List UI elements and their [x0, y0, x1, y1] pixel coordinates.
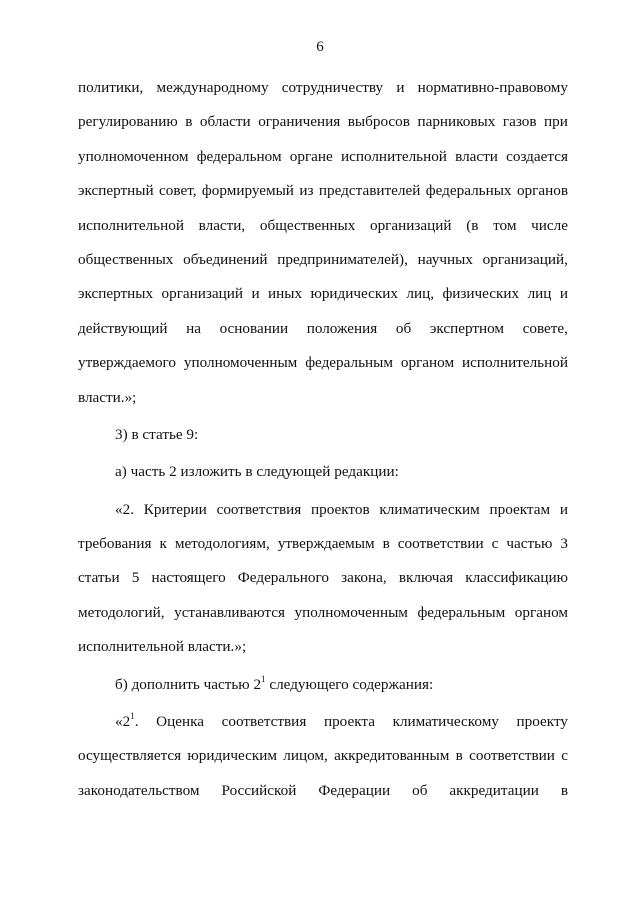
superscript: 1: [130, 710, 135, 721]
word: том: [493, 216, 517, 234]
word: проектов: [311, 500, 370, 518]
word: проекту: [516, 713, 568, 731]
word: ограничения: [258, 113, 341, 131]
text-line: [78, 174, 568, 208]
word: проекта: [323, 713, 375, 731]
word: и: [251, 285, 260, 303]
word: закона,: [341, 569, 387, 587]
word: парниковых: [417, 113, 496, 131]
word: представителей: [318, 182, 421, 200]
word: иных: [268, 285, 303, 303]
word: юридическим: [187, 747, 277, 765]
word: настоящего: [151, 569, 226, 587]
word: федеральным: [417, 603, 506, 621]
word: 5: [131, 569, 140, 587]
word: при: [544, 113, 568, 131]
line-text-tail: следующего содержания:: [265, 675, 434, 693]
word: с: [561, 747, 568, 765]
page-number: 6: [316, 39, 324, 55]
text-line: [78, 596, 568, 630]
word: основании: [219, 319, 289, 337]
word: и: [559, 285, 568, 303]
word: методологиям,: [174, 535, 270, 553]
word: методологий,: [78, 603, 165, 621]
word: Федерального: [237, 569, 329, 587]
word: устанавливаются: [174, 603, 285, 621]
line-text: исполнительной власти.»;: [78, 638, 247, 656]
word: Критерии: [143, 500, 207, 518]
word: органом: [514, 603, 568, 621]
word: общественных: [78, 250, 174, 268]
text-line: [78, 561, 568, 595]
word: общественных: [259, 216, 356, 234]
word: 3: [560, 535, 568, 553]
word: политики,: [78, 79, 144, 96]
word: сотрудничеству: [281, 79, 384, 96]
word: проектам: [489, 500, 551, 518]
word: научных: [417, 250, 473, 268]
word: уполномоченном: [78, 147, 189, 165]
word: федеральных: [425, 182, 512, 200]
word: совете,: [522, 319, 568, 337]
word: федеральном: [196, 147, 282, 165]
text-line: [78, 105, 568, 139]
word: к: [159, 535, 167, 553]
word: законодательством: [78, 781, 200, 799]
word: предпринимателей),: [277, 250, 408, 268]
word: органом: [400, 354, 455, 372]
word: из: [299, 182, 314, 200]
word: климатическим: [379, 500, 480, 518]
word: частью: [506, 535, 553, 553]
word: совет,: [159, 182, 197, 200]
text-line: [78, 71, 568, 105]
text-line: [78, 243, 568, 277]
word: климатическому: [392, 713, 499, 731]
word: органе: [289, 147, 333, 165]
word: Федерации: [318, 781, 391, 799]
word: лиц: [527, 285, 552, 303]
word: органов: [516, 182, 568, 200]
word: области: [199, 113, 251, 131]
text-line: [78, 493, 568, 527]
word: «$2^1$.: [115, 710, 139, 731]
text-line: [78, 705, 568, 739]
word: уполномоченным: [294, 603, 408, 621]
word: выбросов: [347, 113, 410, 131]
text-line: [78, 277, 568, 311]
word: об: [412, 781, 428, 799]
superscript: 1: [261, 673, 266, 684]
word: экспертных: [78, 285, 154, 303]
text-line: [78, 209, 568, 243]
word: «2.: [115, 500, 134, 518]
word: соответствии: [397, 535, 484, 553]
word: власти,: [198, 216, 246, 234]
word: в: [185, 113, 193, 131]
word: создается: [506, 147, 568, 165]
text-line: [78, 668, 568, 702]
word: международному: [156, 79, 269, 96]
word: об: [395, 319, 412, 337]
text-line: [78, 630, 568, 664]
word: исполнительной: [78, 216, 184, 234]
word: положения: [306, 319, 378, 337]
text-line: [78, 527, 568, 561]
word: утверждаемым: [277, 535, 375, 553]
word: организаций,: [482, 250, 568, 268]
word: экспертный: [78, 182, 154, 200]
word: уполномоченным: [183, 354, 298, 372]
word: соответствии: [469, 747, 555, 765]
word: утверждаемого: [78, 354, 176, 372]
text-line: [78, 774, 568, 808]
word: аккредитации: [449, 781, 539, 799]
word: лиц,: [406, 285, 435, 303]
text-line: [78, 455, 568, 489]
word: федеральным: [305, 354, 393, 372]
line-text: власти.»;: [78, 388, 137, 406]
word: исполнительной: [461, 354, 568, 372]
word: с: [491, 535, 499, 553]
line-text: а) часть 2 изложить в следующей редакции:: [115, 463, 399, 481]
word: Оценка: [156, 713, 204, 731]
word: власти: [455, 147, 498, 165]
document-body: [78, 71, 568, 808]
word: аккредитованным: [334, 747, 450, 765]
word: газов: [502, 113, 537, 131]
word: статьи: [78, 569, 120, 587]
line-text: 3) в статье 9:: [115, 425, 199, 443]
line-text: б) дополнить частью 2: [115, 675, 262, 693]
word: физических: [442, 285, 520, 303]
word: соответствия: [216, 500, 302, 518]
word: экспертном: [429, 319, 505, 337]
word: (в: [466, 216, 479, 234]
word: лицом,: [283, 747, 328, 765]
text-line: [78, 140, 568, 174]
word: регулированию: [78, 113, 178, 131]
word: юридических: [310, 285, 398, 303]
word: организаций: [369, 216, 452, 234]
text-line: [78, 418, 568, 452]
word: исполнительной: [340, 147, 447, 165]
word: включая: [398, 569, 454, 587]
text-line: [78, 739, 568, 773]
word: действующий: [78, 319, 168, 337]
word: Российской: [221, 781, 297, 799]
text-line: [78, 381, 568, 415]
word: на: [186, 319, 201, 337]
word: в: [560, 781, 568, 799]
word: осуществляется: [78, 747, 182, 765]
word: в: [455, 747, 463, 765]
word: требования: [78, 535, 152, 553]
text-line: [78, 312, 568, 346]
word: и: [559, 500, 568, 518]
word: числе: [531, 216, 568, 234]
word: соответствия: [221, 713, 307, 731]
word-tail: .: [134, 713, 139, 731]
word: организаций: [161, 285, 244, 303]
text-line: [78, 346, 568, 380]
word: нормативно-правовому: [417, 79, 568, 96]
word: объединений: [183, 250, 268, 268]
word: и: [396, 79, 405, 96]
word: формируемый: [201, 182, 294, 200]
word: в: [382, 535, 390, 553]
word: классификацию: [465, 569, 568, 587]
